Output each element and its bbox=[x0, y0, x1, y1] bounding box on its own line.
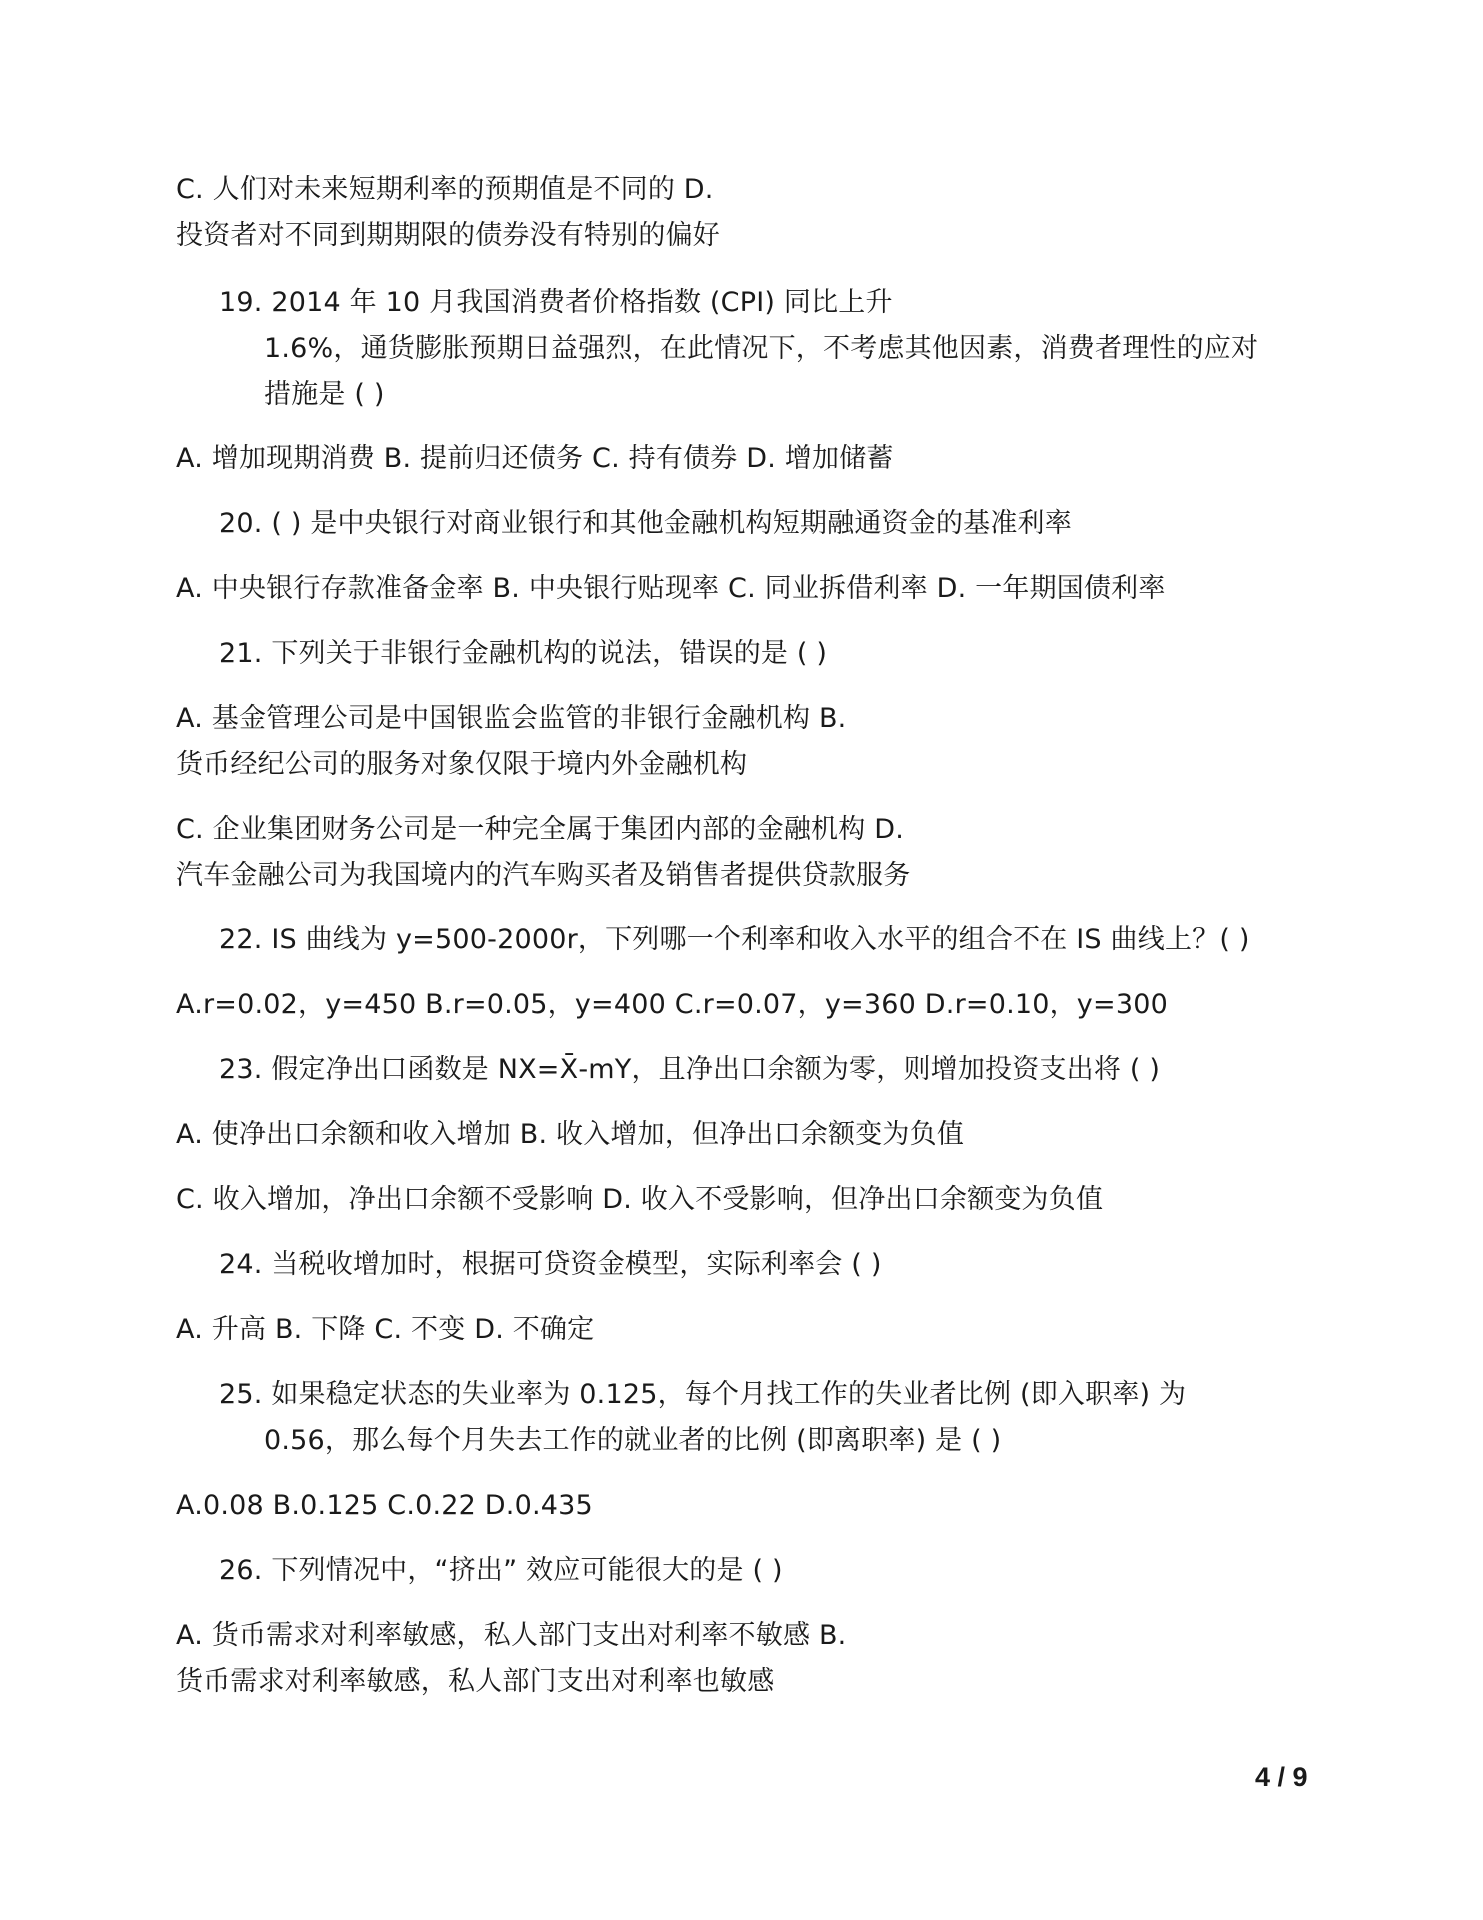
options-q25: A.0.08 B.0.125 C.0.22 D.0.435 bbox=[176, 1490, 593, 1521]
options-q26-b-cont: 货币需求对利率敏感，私人部门支出对利率也敏感 bbox=[176, 1666, 775, 1697]
options-q22: A.r=0.02，y=450 B.r=0.05，y=400 C.r=0.07，y=360 D.r=0.10，y=300 bbox=[176, 989, 1168, 1020]
options-q21-cd: C. 企业集团财务公司是一种完全属于集团内部的金融机构 D. bbox=[176, 814, 904, 845]
question-19-cont-1: 1.6%，通货膨胀预期日益强烈，在此情况下，不考虑其他因素，消费者理性的应对 bbox=[264, 333, 1259, 364]
option-line-q18-cd: C. 人们对未来短期利率的预期值是不同的 D. bbox=[176, 174, 714, 205]
question-22: 22. IS 曲线为 y=500-2000r，下列哪一个利率和收入水平的组合不在 IS 曲线上？( ) bbox=[219, 924, 1250, 955]
option-line-q18-d-cont: 投资者对不同到期期限的债券没有特别的偏好 bbox=[176, 220, 720, 251]
options-q24: A. 升高 B. 下降 C. 不变 D. 不确定 bbox=[176, 1314, 595, 1345]
options-q23-cd: C. 收入增加，净出口余额不受影响 D. 收入不受影响，但净出口余额变为负值 bbox=[176, 1184, 1104, 1215]
options-q23-ab: A. 使净出口余额和收入增加 B. 收入增加，但净出口余额变为负值 bbox=[176, 1119, 965, 1150]
question-23: 23. 假定净出口函数是 NX=X̄-mY，且净出口余额为零，则增加投资支出将 ( ) bbox=[219, 1054, 1161, 1085]
options-q21-d-cont: 汽车金融公司为我国境内的汽车购买者及销售者提供贷款服务 bbox=[176, 860, 911, 891]
question-19: 19. 2014 年 10 月我国消费者价格指数 (CPI) 同比上升 bbox=[219, 287, 893, 318]
options-q20: A. 中央银行存款准备金率 B. 中央银行贴现率 C. 同业拆借利率 D. 一年期国债利率 bbox=[176, 573, 1166, 604]
options-q19: A. 增加现期消费 B. 提前归还债务 C. 持有债券 D. 增加储蓄 bbox=[176, 443, 894, 474]
question-25: 25. 如果稳定状态的失业率为 0.125，每个月找工作的失业者比例 (即入职率) 为 bbox=[219, 1379, 1187, 1410]
question-26: 26. 下列情况中，“挤出” 效应可能很大的是 ( ) bbox=[219, 1555, 783, 1586]
question-19-cont-2: 措施是 ( ) bbox=[264, 379, 385, 410]
options-q21-ab: A. 基金管理公司是中国银监会监管的非银行金融机构 B. bbox=[176, 703, 847, 734]
options-q26-ab: A. 货币需求对利率敏感，私人部门支出对利率不敏感 B. bbox=[176, 1620, 847, 1651]
question-20: 20. ( ) 是中央银行对商业银行和其他金融机构短期融通资金的基准利率 bbox=[219, 508, 1072, 539]
question-24: 24. 当税收增加时，根据可贷资金模型，实际利率会 ( ) bbox=[219, 1249, 882, 1280]
question-25-cont: 0.56，那么每个月失去工作的就业者的比例 (即离职率) 是 ( ) bbox=[264, 1425, 1002, 1456]
options-q21-b-cont: 货币经纪公司的服务对象仅限于境内外金融机构 bbox=[176, 749, 748, 780]
page-number: 4 / 9 bbox=[1255, 1762, 1308, 1792]
question-21: 21. 下列关于非银行金融机构的说法，错误的是 ( ) bbox=[219, 638, 828, 669]
